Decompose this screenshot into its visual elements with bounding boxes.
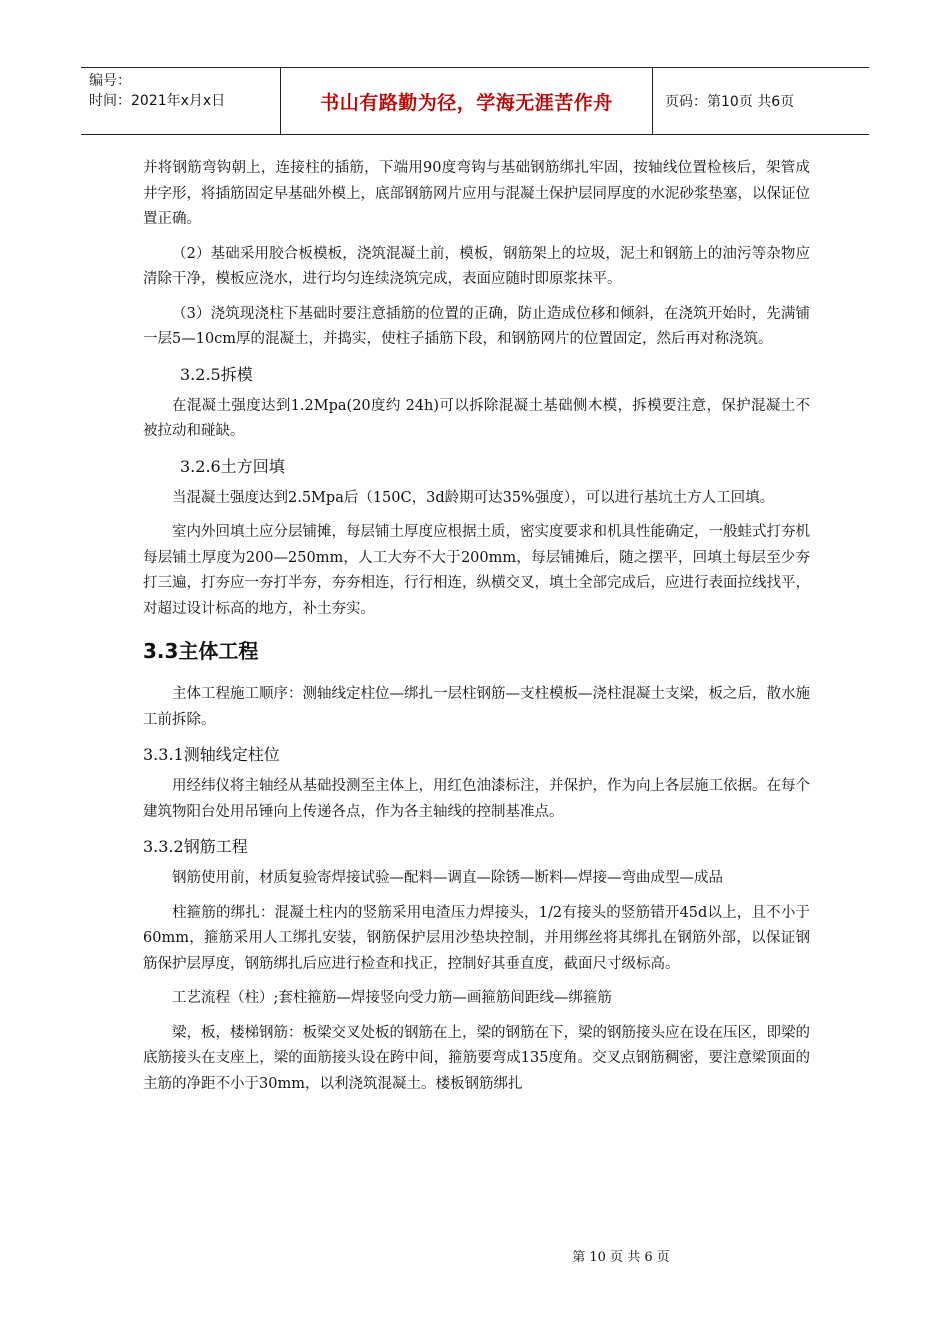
- header-page-number: 页码：第10页 共6页: [665, 94, 795, 110]
- paragraph: 并将钢筋弯钩朝上，连接柱的插筋，下端用90度弯钩与基础钢筋绑扎牢固，按轴线位置检核后，架管成井字形，将插筋固定早基础外模上，底部钢筋网片应用与混凝土保护层同厚度的水泥砂浆垫塞，以保证位置正确。: [143, 160, 810, 227]
- paragraph: （2）基础采用胶合板模板，浇筑混凝土前，模板，钢筋架上的垃圾，泥土和钢筋上的油污等杂物应清除干净，模板应浇水，进行均匀连续浇筑完成，表面应随时即原浆抹平。: [143, 245, 810, 287]
- paragraph: 工艺流程（柱）;套柱箍筋—焊接竖向受力筋—画箍筋间距线—绑箍筋: [172, 990, 612, 1006]
- section-heading-3-3-1: 3.3.1测轴线定柱位: [143, 745, 280, 764]
- section-heading-3-3-2: 3.3.2钢筋工程: [143, 837, 248, 856]
- paragraph: 用经纬仪将主轴经从基础投测至主体上，用红色油漆标注，并保护，作为向上各层施工依据。在每个建筑物阳台处用吊锤向上传递各点，作为各主轴线的控制基准点。: [143, 778, 810, 820]
- section-heading-3-3: 3.3主体工程: [143, 639, 259, 663]
- doc-code-label: 编号：: [89, 73, 131, 89]
- paragraph: 当混凝土强度达到2.5Mpa后（150C，3d龄期可达35%强度），可以进行基坑土方人工回填。: [172, 489, 775, 506]
- header-motto: 书山有路勤为径，学海无涯苦作舟: [281, 68, 653, 134]
- page-footer: 第 10 页 共 6 页: [572, 1250, 670, 1265]
- paragraph: 在混凝土强度达到1.2Mpa(20度约 24h)可以拆除混凝土基础侧木模，拆模要注意，保护混凝土不被拉动和碰缺。: [143, 397, 810, 439]
- paragraph: 主体工程施工顺序：测轴线定柱位—绑扎一层柱钢筋—支柱模板—浇柱混凝土支梁，板之后，散水施工前拆除。: [143, 686, 810, 728]
- paragraph: 室内外回填土应分层铺摊，每层铺土厚度应根据土质，密实度要求和机具性能确定，一般蛙式打夯机每层铺土厚度为200—250mm，人工大夯不大于200mm，每层铺摊后，随之摆平，回填土每层至少夯打三遍，打夯应一夯打半夯，夯夯相连，行行相连，纵横交叉，填土全部完成后，应进行表面拉线找平，对超过设计标高的地方，补土夯实。: [143, 524, 810, 617]
- header-meta: [81, 68, 281, 134]
- paragraph: 梁，板，楼梯钢筋：板梁交叉处板的钢筋在上，梁的钢筋在下，梁的钢筋接头应在设在压区，即梁的底筋接头在支座上，梁的面筋接头设在跨中间，箍筋要弯成135度角。交叉点钢筋稠密，要注意梁顶面的主筋的净距不小于30mm，以利浇筑混凝土。楼板钢筋绑扎: [143, 1024, 810, 1092]
- section-heading-3-2-5: 3.2.5拆模: [180, 364, 253, 384]
- doc-time-label: 时间：2021年x月x日: [89, 93, 226, 109]
- paragraph: 钢筋使用前，材质复验寄焊接试验—配料—调直—除锈—断料—焊接—弯曲成型—成品: [172, 870, 723, 886]
- page-header: [81, 67, 869, 135]
- section-heading-3-2-6: 3.2.6土方回填: [180, 456, 285, 476]
- document-body: [143, 156, 810, 1106]
- paragraph: （3）浇筑现浇柱下基础时要注意插筋的位置的正确，防止造成位移和倾斜，在浇筑开始时，先满铺一层5—10cm厚的混凝土，并捣实，使柱子插筋下段，和钢筋网片的位置固定，然后再对称浇筑。: [143, 305, 810, 347]
- paragraph: 柱箍筋的绑扎：混凝土柱内的竖筋采用电渣压力焊接头，1/2有接头的竖筋错开45d以上，且不小于60mm，箍筋采用人工绑扎安装，钢筋保护层用沙垫块控制，并用绑丝将其绑扎在钢筋外部，以保证钢筋保护层厚度，钢筋绑扎后应进行检查和找正，控制好其垂直度，截面尺寸级标高。: [143, 904, 810, 972]
